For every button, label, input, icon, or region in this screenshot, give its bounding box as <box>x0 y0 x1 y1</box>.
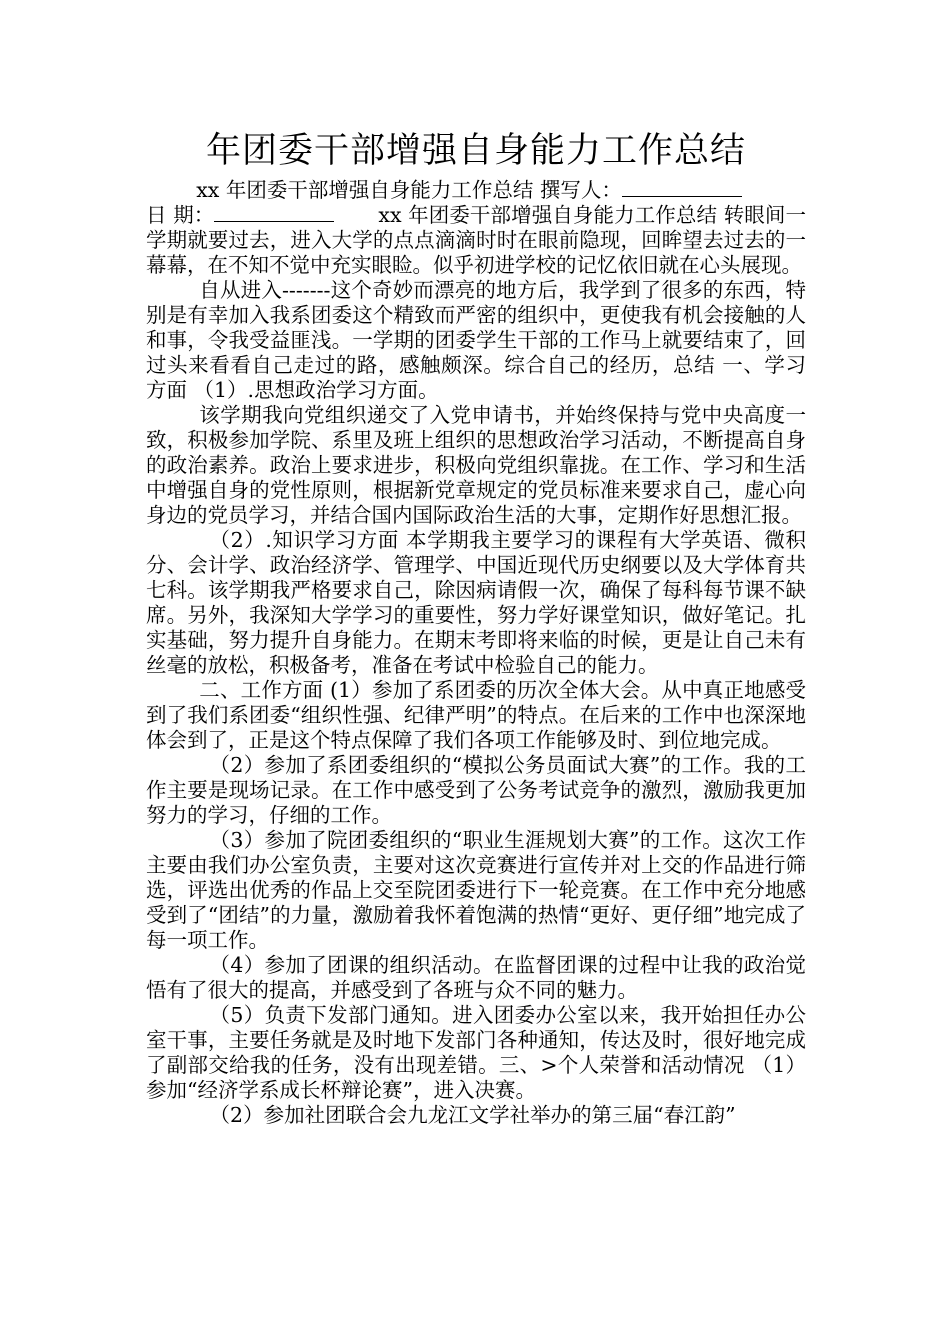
paragraph: 自从进入-------这个奇妙而漂亮的地方后，我学到了很多的东西，特别是有幸加入我系团委这个精致而严密的组织中，更使我有机会接触的人和事，令我受益匪浅。一学期的团委学生干部的工作马上就要结束了，回过头来看看自己走过的路，感触颇深。综合自己的经历，总结 一、学习方面 （1）.思想政治学习方面。 <box>146 278 806 402</box>
paragraph: （2）参加了系团委组织的“模拟公务员面试大赛”的工作。我的工作主要是现场记录。在工作中感受到了公务考试竞争的激烈，激励我更加努力的学习，仔细的工作。 <box>146 753 806 827</box>
date-blank <box>214 203 334 222</box>
document-page <box>146 128 806 1128</box>
paragraph-1-lead: xx 年团委干部增强自身能力工作总结 转眼间一学期就要过去，进入大学的点点滴滴时时在眼前隐现，回眸望去过去的一幕幕，在不知不觉中充实眼睑。似乎初进学校的记忆依旧就在心头展现。 <box>146 203 806 277</box>
paragraph: （2）.知识学习方面 本学期我主要学习的课程有大学英语、微积分、会计学、政治经济学、管理学、中国近现代历史纲要以及大学体育共七科。该学期我严格要求自己，除因病请假一次，确保了每科每节课不缺席。另外，我深知大学学习的重要性，努力学好课堂知识，做好笔记。扎实基础，努力提升自身能力。在期末考即将来临的时候，更是让自己未有丝毫的放松，积极备考，准备在考试中检验自己的能力。 <box>146 528 806 677</box>
header-line <box>146 178 806 203</box>
paragraph: 该学期我向党组织递交了入党申请书，并始终保持与党中央高度一致，积极参加学院、系里及班上组织的思想政治学习活动，不断提高自身的政治素养。政治上要求进步，积极向党组织靠拢。在工作、学习和生活中增强自身的党性原则，根据新党章规定的党员标准来要求自己，虚心向身边的党员学习，并结合国内国际政治生活的大事，定期作好思想汇报。 <box>146 403 806 527</box>
header-line-text: xx 年团委干部增强自身能力工作总结 撰写人： <box>196 178 622 202</box>
paragraph: 二、工作方面 (1）参加了系团委的历次全体大会。从中真正地感受到了我们系团委“组织性强、纪律严明”的特点。在后来的工作中也深深地体会到了，正是这个特点保障了我们各项工作能够及时、到位地完成。 <box>146 678 806 752</box>
paragraph: （3）参加了院团委组织的“职业生涯规划大赛”的工作。这次工作主要由我们办公室负责，主要对这次竞赛进行宣传并对上交的作品进行筛选，评选出优秀的作品上交至院团委进行下一轮竞赛。在工作中充分地感受到了“团结”的力量，激励着我怀着饱满的热情“更好、更仔细”地完成了每一项工作。 <box>146 828 806 952</box>
paragraph: （2）参加社团联合会九龙江文学社举办的第三届“春江韵” <box>209 1103 736 1127</box>
date-label: 日 期： <box>146 203 215 227</box>
document-body <box>146 178 806 1128</box>
paragraph: （5）负责下发部门通知。进入团委办公室以来，我开始担任办公室干事，主要任务就是及时地下发部门各种通知，传达及时，很好地完成了副部交给我的任务，没有出现差错。三、>个人荣誉和活动情况 （1）参加“经济学系成长杯辩论赛”，进入决赛。 <box>146 1003 806 1102</box>
document-title: 年团委干部增强自身能力工作总结 <box>205 131 746 171</box>
date-line <box>146 203 806 278</box>
author-blank <box>622 178 742 197</box>
paragraph: （4）参加了团课的组织活动。在监督团课的过程中让我的政治觉悟有了很大的提高，并感受到了各班与众不同的魅力。 <box>146 953 806 1002</box>
